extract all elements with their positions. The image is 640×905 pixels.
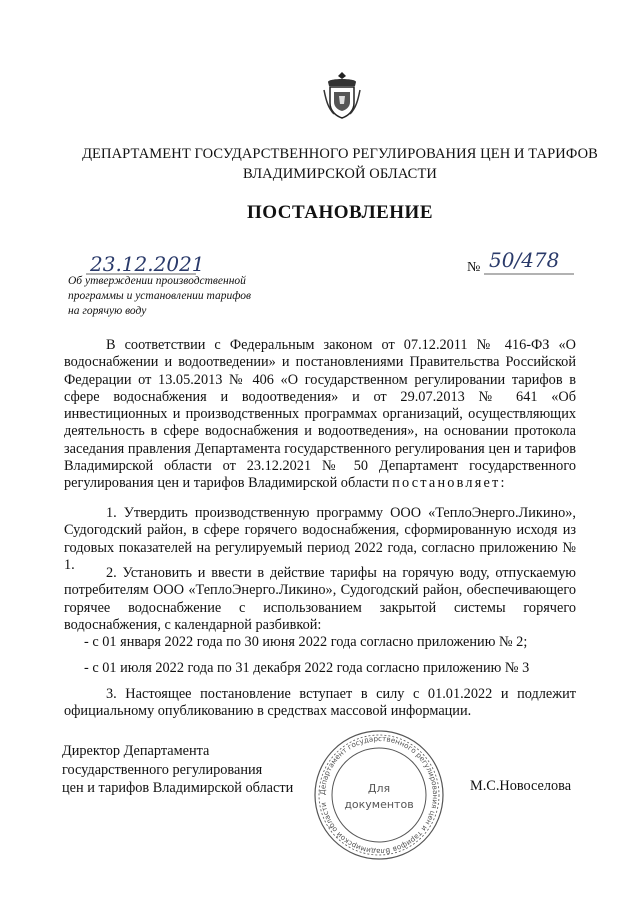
clause-3: 3. Настоящее постановление вступает в силу с 01.01.2022 и подлежит официальному опубликованию в средствах массовой информации. <box>64 686 576 720</box>
department-header-line1: ДЕПАРТАМЕНТ ГОСУДАРСТВЕННОГО РЕГУЛИРОВАНИЯ ЦЕН И ТАРИФОВ <box>82 146 598 162</box>
handwritten-date: 23.12.2021 <box>90 252 205 276</box>
department-header-line2: ВЛАДИМИРСКОЙ ОБЛАСТИ <box>243 166 437 182</box>
tariff-period-1: - с 01 января 2022 года по 30 июня 2022 года согласно приложению № 2; <box>84 634 528 650</box>
clause-2: 2. Установить и ввести в действие тарифы на горячую воду, отпускаемую потребителям ООО «ТеплоЭнерго.Ликино», Судогодский район, обеспечивающего горячее водоснабжение с использованием закрытой системы горячего водоснабжения, с календарной разбивкой: <box>64 565 576 633</box>
position-line: Директор Департамента <box>62 743 210 759</box>
subject-line: Об утверждении производственной <box>68 275 246 287</box>
resolves-word: постановляет: <box>392 475 507 492</box>
official-stamp <box>312 728 446 862</box>
preamble-paragraph <box>64 337 576 493</box>
preamble-text: В соответствии с Федеральным законом от 07.12.2011 № 416-ФЗ «О водоснабжении и водоотведении» и постановлениями Правительства Российской Федерации от 13.05.2013 № 406 «О государственном регулировании тарифов в сфере водоснабжения и водоотведения» и от 29.07.2013 № 641 «Об инвестиционных и производственных программах организаций, осуществляющих деятельность в сфере водоснабжения и водоотведения», на основании протокола заседания правления Департамента государственного регулирования цен и тарифов Владимирской области от 23.12.2021 № 50 Департамент государственного регулирования цен и тарифов Владимирской области <box>64 337 576 492</box>
coat-of-arms-emblem <box>322 70 362 120</box>
document-subject <box>68 274 278 319</box>
position-line: государственного регулирования <box>62 761 263 778</box>
handwritten-number: 50/478 <box>489 248 560 272</box>
number-underline <box>484 272 574 276</box>
document-title: ПОСТАНОВЛЕНИЕ <box>246 202 434 223</box>
signatory-name: М.С.Новоселова <box>470 778 572 794</box>
subject-line: программы и установлении тарифов <box>68 290 251 302</box>
number-sign: № <box>467 260 481 275</box>
tariff-period-2: - с 01 июля 2022 года по 31 декабря 2022 года согласно приложению № 3 <box>84 660 530 676</box>
position-line: цен и тарифов Владимирской области <box>62 780 294 796</box>
signatory-position <box>62 742 322 798</box>
subject-line: на горячую воду <box>68 305 147 317</box>
clause-1: 1. Утвердить производственную программу ООО «ТеплоЭнерго.Ликино», Судогодский район, в сфере горячего водоснабжения, сформированную исходя из годовых показателей на регулируемый период 2022 года, согласно приложению № 1. <box>64 505 576 573</box>
stamp-center-line2: документов <box>344 798 414 811</box>
stamp-center-line1: Для <box>367 782 391 795</box>
stamp-ring-text: Департамент государственного регулирования цен и тарифов Владимирской области <box>317 733 441 857</box>
